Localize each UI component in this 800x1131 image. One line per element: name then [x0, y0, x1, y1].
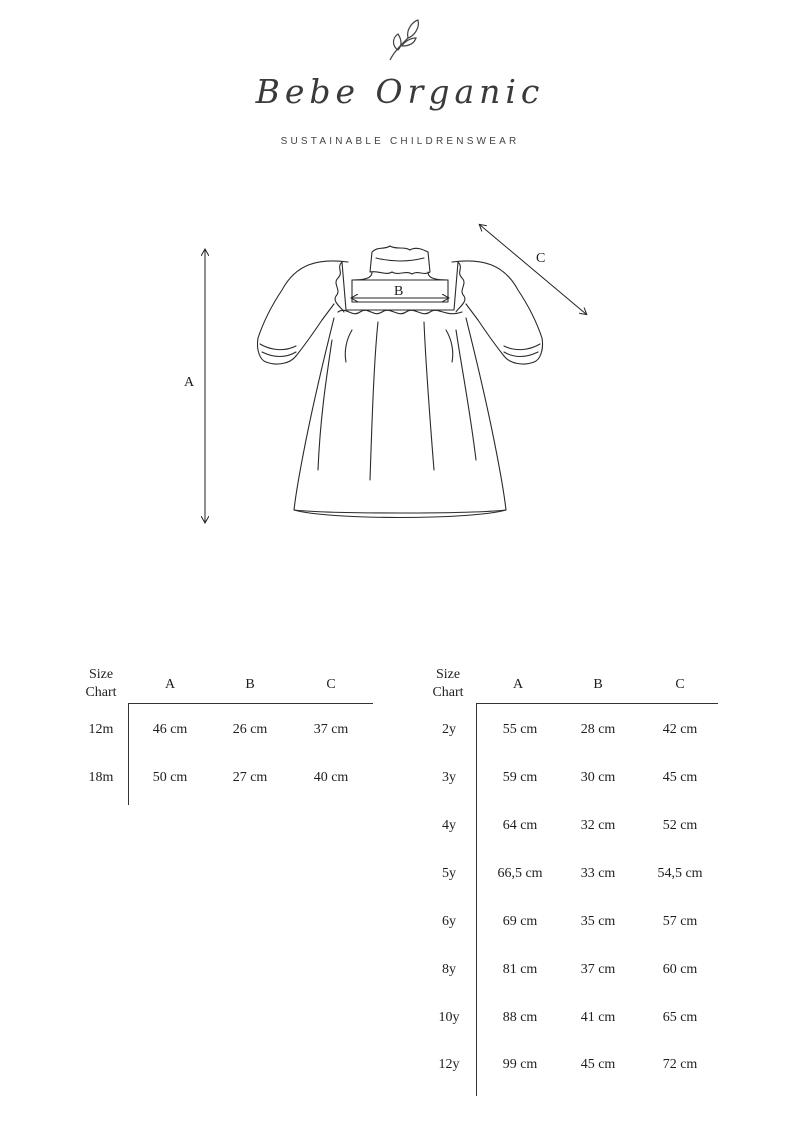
row-a: 99 cm: [502, 1057, 538, 1072]
brand-name: Bebe Organic: [255, 72, 545, 111]
col-header-b: B: [593, 677, 603, 692]
row-size: 6y: [442, 914, 456, 929]
row-c: 65 cm: [662, 1010, 698, 1025]
row-size: 3y: [442, 770, 456, 785]
brand-tagline: SUSTAINABLE CHILDRENSWEAR: [280, 136, 520, 147]
row-size: 4y: [442, 818, 456, 833]
arrow-c: [480, 225, 586, 314]
row-size: 8y: [442, 962, 456, 977]
table-header-divider: [128, 703, 373, 704]
row-b: 33 cm: [580, 866, 616, 881]
row-a: 59 cm: [502, 770, 538, 785]
row-c: 52 cm: [662, 818, 698, 833]
row-c: 54,5 cm: [657, 866, 703, 881]
label-b: B: [394, 284, 404, 299]
table-row-divider: [476, 703, 477, 1096]
row-b: 41 cm: [580, 1010, 616, 1025]
row-a: 69 cm: [502, 914, 538, 929]
row-a: 64 cm: [502, 818, 538, 833]
row-size: 18m: [88, 770, 114, 785]
row-size: 5y: [442, 866, 456, 881]
row-a: 88 cm: [502, 1010, 538, 1025]
row-c: 72 cm: [662, 1057, 698, 1072]
row-size: 12y: [438, 1057, 460, 1072]
col-header-a: A: [512, 677, 524, 692]
collar-ruffle: [370, 246, 430, 274]
row-size: 10y: [438, 1010, 460, 1025]
row-b: 37 cm: [580, 962, 616, 977]
dress-measurement-diagram: [0, 0, 800, 560]
row-c: 57 cm: [662, 914, 698, 929]
skirt: [294, 318, 506, 518]
row-b: 35 cm: [580, 914, 616, 929]
row-size: 2y: [442, 722, 456, 737]
col-header-a: A: [164, 677, 176, 692]
table-row-divider: [128, 703, 129, 805]
label-c: C: [536, 251, 546, 266]
col-header-b: B: [245, 677, 255, 692]
row-a: 46 cm: [152, 722, 188, 737]
row-b: 26 cm: [232, 722, 268, 737]
row-a: 81 cm: [502, 962, 538, 977]
row-size: 12m: [88, 722, 114, 737]
row-c: 60 cm: [662, 962, 698, 977]
row-b: 28 cm: [580, 722, 616, 737]
label-a: A: [184, 375, 195, 390]
row-c: 42 cm: [662, 722, 698, 737]
row-c: 37 cm: [313, 722, 349, 737]
row-b: 45 cm: [580, 1057, 616, 1072]
row-c: 40 cm: [313, 770, 349, 785]
row-a: 66,5 cm: [497, 866, 543, 881]
row-b: 32 cm: [580, 818, 616, 833]
row-b: 27 cm: [232, 770, 268, 785]
row-a: 55 cm: [502, 722, 538, 737]
size-chart-header: Size Chart: [432, 667, 464, 700]
row-b: 30 cm: [580, 770, 616, 785]
col-header-c: C: [326, 677, 336, 692]
table-header-divider: [476, 703, 718, 704]
col-header-c: C: [675, 677, 685, 692]
size-chart-header: Size Chart: [85, 667, 117, 700]
row-c: 45 cm: [662, 770, 698, 785]
row-a: 50 cm: [152, 770, 188, 785]
